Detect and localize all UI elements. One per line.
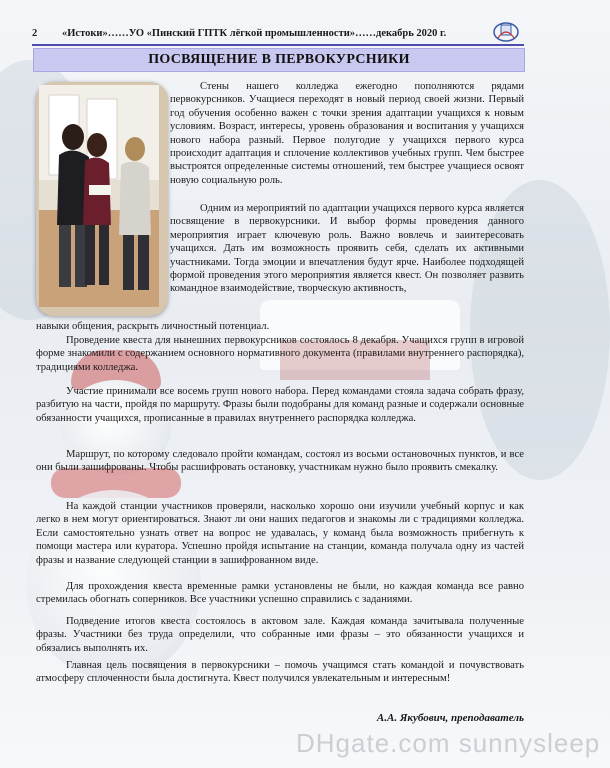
author-signature: А.А. Якубович, преподаватель (376, 712, 524, 724)
paragraph-quest-date: Проведение квеста для нынешних первокурсников состоялось 8 декабря. Учащихся групп в игровой форме знакомили с содержанием основного нормативного документа (правилами внутреннего распорядка), традициями колледжа. (36, 335, 524, 373)
paragraph-adaptation: Одним из мероприятий по адаптации учащихся первого курса является посвящение в первокурсники. И выбор формы проведения данного мероприятия играет ключевую роль. Важно вовлечь и заинтересовать учащихся. Дать им возможность проявить себя, сделать их активными участниками. Тогда эмоции и впечатления будут ярче. Наиболее подходящей формой проведения этого мероприятия является квест. Он позволяет развить командное взаимодействие, творческую активность, (170, 203, 524, 295)
paragraph-results: Подведение итогов квеста состоялось в актовом зале. Каждая команда зачитывала полученные фразы. Участники без труда определили, что собранные ими фразы – это обязанности учащихся и обязались выполнять их. (36, 616, 524, 654)
header-text: «Истоки»……УО «Пинский ГПТК лёгкой промышленности»……декабрь 2020 г. (62, 27, 447, 39)
paragraph-continuation: навыки общения, раскрыть личностный потенциал. (36, 321, 270, 332)
article-title: ПОСВЯЩЕНИЕ В ПЕРВОКУРСНИКИ (148, 52, 410, 67)
article-title-bar (33, 48, 525, 72)
page-number: 2 (32, 27, 38, 39)
paragraph-groups: Участие принимали все восемь групп нового набора. Перед командами стояла задача собрать фразу, разбитую на части, пройдя по маршруту. Фразы были подобраны для команд разные и содержали основные обязанности учащихся, прописанные в правилах внутреннего распорядка колледжа. (36, 386, 524, 424)
paragraph-goal: Главная цель посвящения в первокурсники – помочь учащимся стать командой и почувствовать атмосферу сплоченности была достигнута. Квест получился увлекательным и интересным! (36, 660, 524, 685)
paragraph-time: Для прохождения квеста временные рамки установлены не были, но каждая команда все равно стремилась обогнать соперников. Все участники успешно справились с заданиями. (36, 581, 524, 606)
college-logo-icon (492, 18, 520, 44)
students-photo (36, 82, 168, 316)
paragraph-route: Маршрут, по которому следовало пройти командам, состоял из восьми остановочных пунктов, и все они были зашифрованы. Чтобы расшифровать остановку, участникам нужно было проявить смекалку. (36, 449, 524, 474)
paragraph-stations: На каждой станции участников проверяли, насколько хорошо они изучили учебный корпус и как легко в нем могут ориентироваться. Знают ли они наших педагогов и знакомы ли с традициями колледжа. Если самостоятельно узнать ответ на вопрос не удавалась, у команд была возможность прибегнуть к помощи мастера или куратора. Успешно пройдя испытание на станции, команда получала одну из частей фразы и название следующей станции в зашифрованном виде. (36, 501, 524, 566)
paragraph-intro: Стены нашего колледжа ежегодно пополняются рядами первокурсников. Учащиеся переходят в новый период своей жизни. Первый год обучения особенно важен с точки зрения адаптации учащихся к новым условиям. Возраст, интересы, уровень образования и воспитания у учащихся нового набора разный. Первое полугодие у учащихся первого курса происходит адаптация и сплочение коллективов учебных групп. Чем быстрее выстроятся определенные системы отношений, тем быстрее учащиеся освоят новую социальную роль. (170, 81, 524, 186)
page-header (32, 22, 522, 44)
watermark: DHgate.com sunnysleep (296, 728, 601, 758)
header-divider (32, 44, 524, 46)
